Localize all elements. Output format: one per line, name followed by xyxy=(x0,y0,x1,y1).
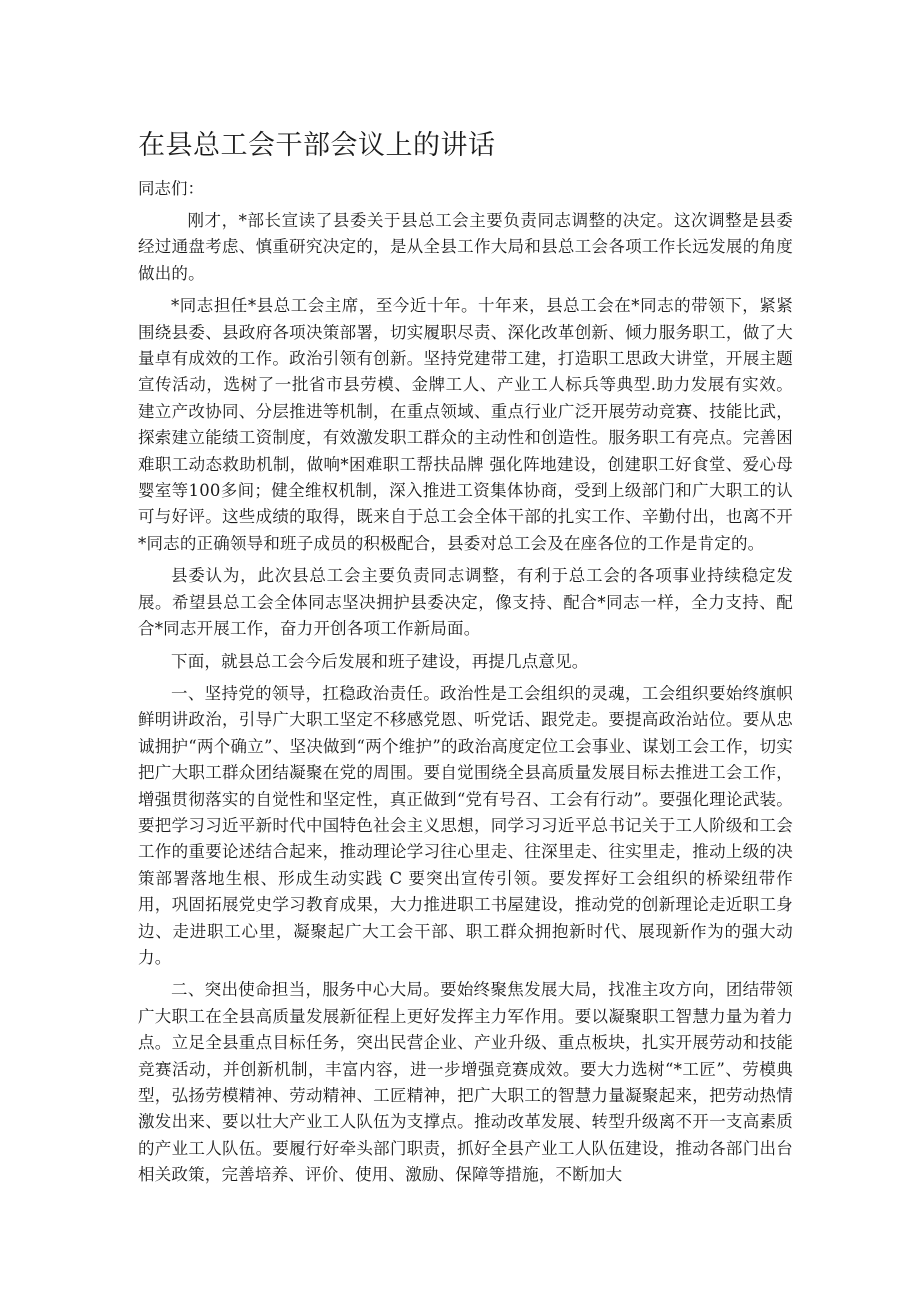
paragraph-5: 一、坚持党的领导，扛稳政治责任。政治性是工会组织的灵魂，工会组织要始终旗帜鲜明讲政治，引导广大职工坚定不移感党恩、听党话、跟党走。要提高政治站位。要从忠诚拥护“两个确立”、坚决做到“两个维护”的政治高度定位工会事业、谋划工会工作，切实把广大职工群众团结凝聚在党的周围。要自觉围绕全县高质量发展目标去推进工会工作，增强贯彻落实的自觉性和坚定性，真正做到“党有号召、工会有行动”。要强化理论武装。要把学习习近平新时代中国特色社会主义思想，同学习习近平总书记关于工人阶级和工会工作的重要论述结合起来，推动理论学习往心里走、往深里走、往实里走，推动上级的决策部署落地生根、形成生动实践 C 要突出宣传引领。要发挥好工会组织的桥梁纽带作用，巩固拓展党史学习教育成果，大力推进职工书屋建设，推动党的创新理论走近职工身边、走进职工心里，凝聚起广大工会干部、职工群众拥抱新时代、展现新作为的强大动力。 xyxy=(138,683,793,967)
salutation: 同志们： xyxy=(138,179,204,198)
paragraph-6: 二、突出使命担当，服务中心大局。要始终聚焦发展大局，找准主攻方向，团结带领广大职工在全县高质量发展新征程上更好发挥主力军作用。要以凝聚职工智慧力量为着力点。立足全县重点目标任务，突出民营企业、产业升级、重点板块，扎实开展劳动和技能竞赛活动，并创新机制，丰富内容，进一步增强竞赛成效。要大力选树“*工匠”、劳模典型，弘扬劳模精神、劳动精神、工匠精神，把广大职工的智慧力量凝聚起来，把劳动热情激发出来、要以壮大产业工人队伍为支撑点。推动改革发展、转型升级离不开一支高素质的产业工人队伍。要履行好牵头部门职责，抓好全县产业工人队伍建设，推动各部门出台相关政策，完善培养、评价、使用、激励、保障等措施，不断加大 xyxy=(138,980,793,1185)
paragraph-2: *同志担任*县总工会主席，至今近十年。十年来，县总工会在*同志的带领下，紧紧围绕县委、县政府各项决策部署，切实履职尽责、深化改革创新、倾力服务职工，做了大量卓有成效的工作。政治引领有创新。坚持党建带工建，打造职工思政大讲堂，开展主题宣传活动，选树了一批省市县劳模、金牌工人、产业工人标兵等典型.助力发展有实效。建立产改协同、分层推进等机制，在重点领域、重点行业广泛开展劳动竞赛、技能比武，探索建立能绩工资制度，有效激发职工群众的主动性和创造性。服务职工有亮点。完善困难职工动态救助机制，做响*困难职工帮扶品牌 强化阵地建设，创建职工好食堂、爱心母婴室等100多间；健全维权机制，深入推进工资集体协商，受到上级部门和广大职工的认可与好评。这些成绩的取得，既来自于总工会全体干部的扎实工作、辛勤付出，也离不开*同志的正确领导和班子成员的积极配合，县委对总工会及在座各位的工作是肯定的。 xyxy=(138,296,793,553)
document-title: 在县总工会干部会议上的讲话 xyxy=(138,130,496,161)
paragraph-4: 下面，就县总工会今后发展和班子建设，再提几点意见。 xyxy=(171,651,589,671)
paragraph-3: 县委认为，此次县总工会主要负责同志调整，有利于总工会的各项事业持续稳定发展。希望县总工会全体同志坚决拥护县委决定，像支持、配合*同志一样，全力支持、配合*同志开展工作，奋力开创各项工作新局面。 xyxy=(138,566,793,639)
paragraph-1: 刚才，*部长宣读了县委关于县总工会主要负责同志调整的决定。这次调整是县委经过通盘考虑、慎重研究决定的，是从全县工作大局和县总工会各项工作长远发展的角度做出的。 xyxy=(138,211,793,283)
document-page xyxy=(138,126,793,1195)
